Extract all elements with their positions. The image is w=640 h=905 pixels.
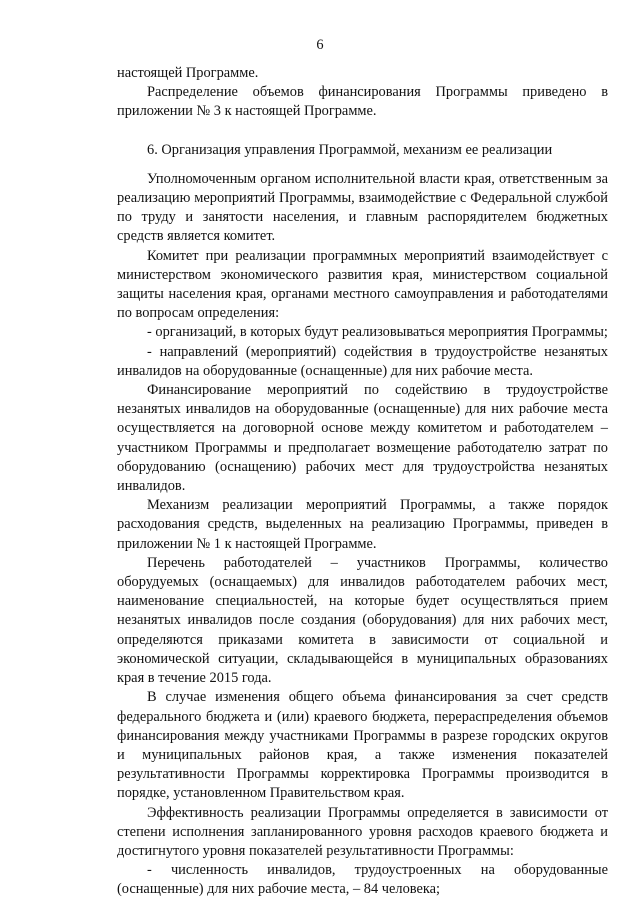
paragraph-financing-mechanism: Финансирование мероприятий по содействию в трудоустройстве незанятых инвалидов на оборудованные (оснащенные) для них рабочие места осуществляется на договорной основе между комитетом и работодателем – участником Программы и предполагает возмещение работодателю затрат по оборудованию (оснащению) рабочих мест для трудоустройства незанятых инвалидов. <box>117 382 608 495</box>
list-item-organizations: - организаций, в которых будут реализовываться мероприятия Программы; <box>147 324 608 341</box>
paragraph-employers-list: Перечень работодателей – участников Программы, количество оборудуемых (оснащаемых) для инвалидов работодателем рабочих мест, наименование специальностей, на которые будет осуществляться прием незанятых инвалидов после создания (оборудования) для них рабочих мест, определяются приказами комитета в зависимости от социальной и экономической ситуации, складывающейся в муниципальных образованиях края в течение 2015 года. <box>117 554 608 687</box>
page-body <box>117 64 608 900</box>
paragraph-continuation: настоящей Программе. <box>117 65 259 81</box>
paragraph-financing-distribution: Распределение объемов финансирования Программы приведено в приложении № 3 к настоящей Программе. <box>117 84 608 120</box>
section-heading: 6. Организация управления Программой, механизм ее реализации <box>147 141 553 158</box>
paragraph-efficiency: Эффективность реализации Программы определяется в зависимости от степени исполнения запланированного уровня расходов краевого бюджета и достигнутого уровня показателей результативности Программы: <box>117 804 608 859</box>
paragraph-budget-changes: В случае изменения общего объема финансирования за счет средств федерального бюджета и (или) краевого бюджета, перераспределения объемов финансирования между участниками Программы в разрезе городских округов и муниципальных районов края, а также изменения показателей результативности Программы корректировка Программы производится в порядке, установленном Правительством края. <box>117 689 608 802</box>
page-number: 6 <box>316 37 324 53</box>
list-item-directions: - направлений (мероприятий) содействия в трудоустройстве незанятых инвалидов на оборудованные (оснащенные) для них рабочие места. <box>117 343 608 379</box>
list-item-employed-count: - численность инвалидов, трудоустроенных на оборудованные (оснащенные) для них рабочие места, – 84 человека; <box>117 862 608 898</box>
paragraph-implementation-mechanism: Механизм реализации мероприятий Программы, а также порядок расходования средств, выделенных на реализацию Программы, приведен в приложении № 1 к настоящей Программе. <box>117 497 608 552</box>
paragraph-committee-interaction: Комитет при реализации программных мероприятий взаимодействует с министерством экономического развития края, министерством социальной защиты населения края, органами местного самоуправления и работодателями по вопросам определения: <box>117 247 608 322</box>
paragraph-authorized-body: Уполномоченным органом исполнительной власти края, ответственным за реализацию мероприятий Программы, взаимодействие с Федеральной службой по труду и занятости населения, и главным распорядителем бюджетных средств является комитет. <box>117 170 608 245</box>
